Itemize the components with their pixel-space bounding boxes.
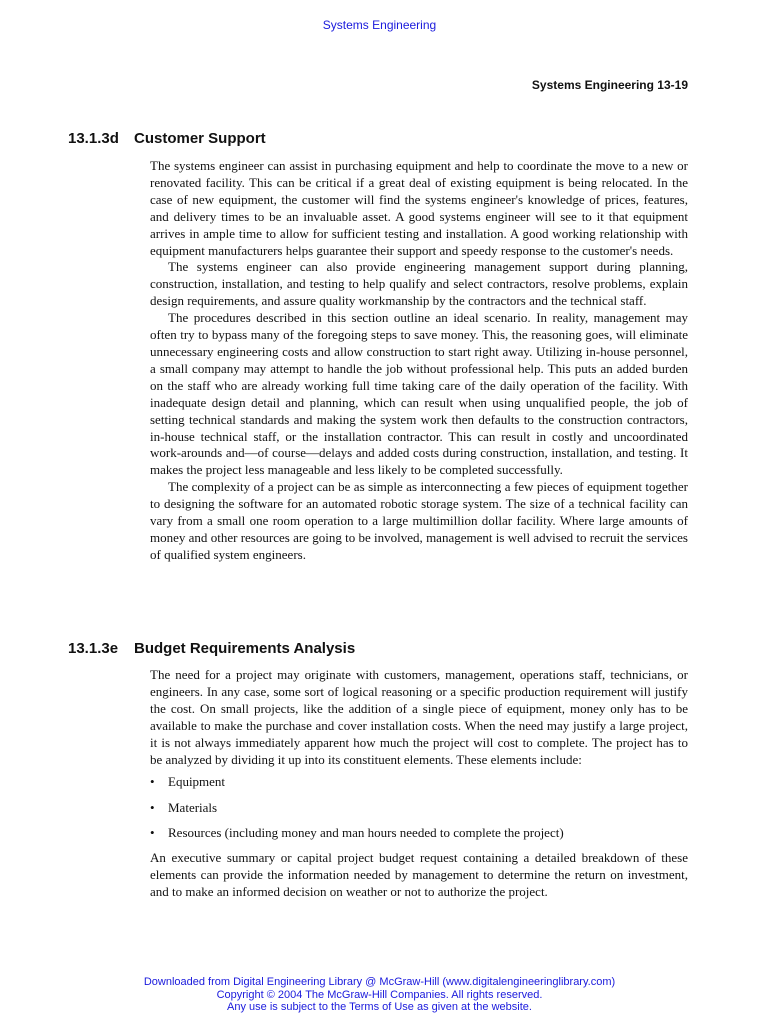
footer-copyright: Copyright © 2004 The McGraw-Hill Companies. All rights reserved. <box>216 988 543 1001</box>
list-item: • Equipment <box>150 774 226 790</box>
section-body-customer-support <box>150 158 688 564</box>
footer-download-link[interactable]: Downloaded from Digital Engineering Library @ McGraw-Hill (www.digitalengineeringlibrary.com) <box>143 976 616 988</box>
footer-terms[interactable]: Any use is subject to the Terms of Use as given at the website. <box>227 1001 532 1013</box>
section-title: Customer Support <box>134 130 266 147</box>
paragraph: The systems engineer can assist in purchasing equipment and help to coordinate the move to a new or renovated facility. This can be critical if a great deal of existing equipment is being relocated. In the case of new equipment, the customer will find the systems engineer's knowledge of prices, features, and delivery times to be an invaluable asset. A good systems engineer will see to it that equipment arrives in ample time to allow for sufficient testing and installation. A good working relationship with equipment manufacturers helps guarantee their support and speedy response to the customer's needs. <box>150 158 688 258</box>
section-title: Budget Requirements Analysis <box>134 640 356 657</box>
paragraph: The need for a project may originate with customers, management, operations staff, technicians, or engineers. In any case, some sort of logical reasoning or a specific production requirement will justify the cost. On small projects, like the addition of a single piece of equipment, money only has to be available to make the purchase and cover installation costs. When the need may justify a large project, it is not always immediately apparent how much the project will cost to complete. The project has to be analyzed by dividing it up into its constituent elements. These elements include: <box>150 667 688 767</box>
paragraph: An executive summary or capital project budget request containing a detailed breakdown of these elements can provide the information needed by management to determine the return on investment, and to make an informed decision on weather or not to authorize the project. <box>150 850 688 899</box>
section-number: 13.1.3e <box>68 640 119 657</box>
paragraph: The systems engineer can also provide engineering management support during planning, construction, installation, and testing to help qualify and select contractors, resolve problems, explain design requirements, and assure quality workmanship by the contractors and the technical staff. <box>150 259 688 309</box>
top-header-link[interactable]: Systems Engineering <box>322 18 437 32</box>
paragraph: The procedures described in this section outline an ideal scenario. In reality, management may often try to bypass many of the foregoing steps to save money. This, the reasoning goes, will eliminate unnecessary engineering costs and allow construction to start right away. Utilizing in-house personnel, a small company may attempt to handle the job without professional help. This puts an added burden on the staff who are already working full time taking care of the daily operation of the facility. With inadequate design detail and planning, which can result when using unqualified people, the job of setting technical standards and making the system work then defaults to the construction contractors, in-house technical staff, or the installation contractor. This can result in costly and uncoordinated work-arounds and—of course—delays and added costs during construction, installation, and testing. It makes the project less manageable and less likely to be completed successfully. <box>150 310 688 478</box>
footer-notice <box>0 976 759 1014</box>
bullet-icon: • <box>150 774 155 790</box>
list-item: • Resources (including money and man hours needed to complete the project) <box>150 824 564 840</box>
section-heading-customer-support <box>68 130 266 147</box>
paragraph: The complexity of a project can be as simple as interconnecting a few pieces of equipment together to designing the software for an automated robotic storage system. The size of a technical facility can vary from a small one room operation to a large multimillion dollar facility. Where large amounts of money and other resources are going to be involved, management is well advised to recruit the services of qualified system engineers. <box>150 479 688 562</box>
element-list <box>150 774 688 841</box>
running-head: Systems Engineering 13-19 <box>531 78 688 92</box>
section-number: 13.1.3d <box>68 130 119 147</box>
bullet-icon: • <box>150 799 155 815</box>
section-heading-budget-requirements <box>68 640 355 657</box>
section-body-budget-requirements <box>150 667 688 901</box>
list-item: • Materials <box>150 799 218 815</box>
bullet-icon: • <box>150 824 155 840</box>
